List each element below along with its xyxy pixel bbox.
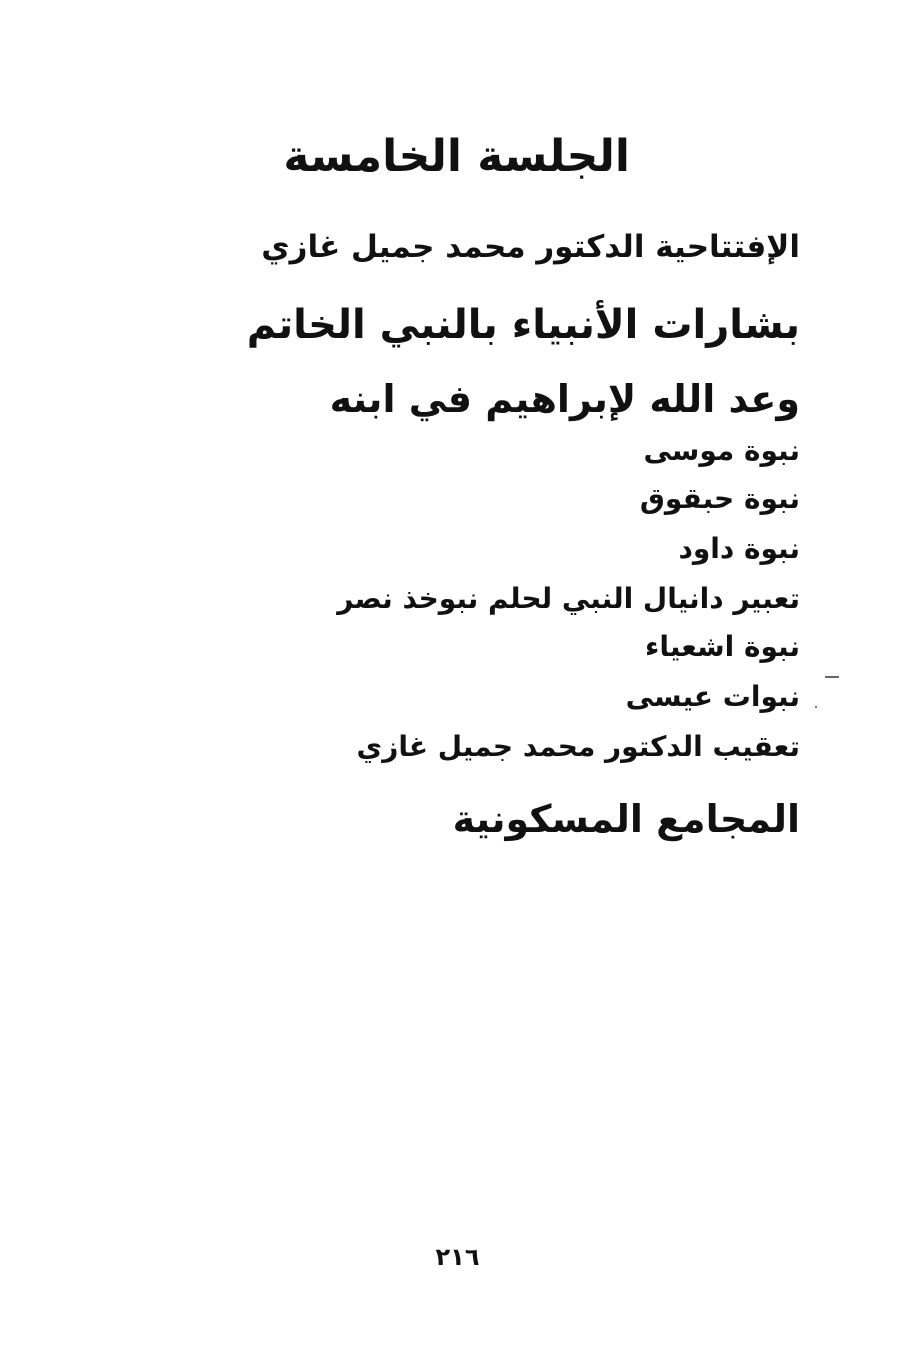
section-heading-ecumenical-councils: المجامع المسكونية <box>452 797 800 841</box>
list-item: نبوة اشعياء <box>645 630 800 663</box>
list-item: نبوة حبقوق <box>639 482 800 515</box>
page-number: ٢١٦ <box>435 1243 480 1271</box>
section-heading-promise-abraham: وعد الله لإبراهيم في ابنه <box>329 377 800 421</box>
list-item: نبوة موسى <box>643 434 800 467</box>
entry-opening: الإفتتاحية الدكتور محمد جميل غازي <box>261 229 800 265</box>
scan-dot <box>815 706 817 708</box>
list-item: تعبير دانيال النبي لحلم نبوخذ نصر <box>337 582 800 615</box>
list-item: نبوة داود <box>678 532 800 565</box>
page-title: الجلسة الخامسة <box>283 131 630 182</box>
section-heading-prophets-tidings: بشارات الأنبياء بالنبي الخاتم <box>246 302 800 348</box>
scan-mark <box>825 676 839 678</box>
list-item: نبوات عيسى <box>625 680 800 713</box>
list-item: تعقيب الدكتور محمد جميل غازي <box>356 730 800 763</box>
